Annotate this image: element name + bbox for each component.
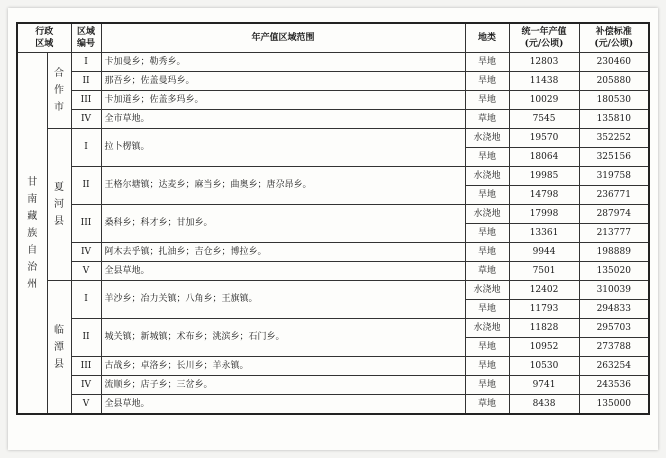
zone-range: 王格尔塘镇；达麦乡；麻当乡；曲奥乡；唐尕昂乡。	[101, 167, 465, 205]
table-row	[17, 129, 649, 148]
document-page	[8, 8, 658, 450]
annual-value: 10029	[509, 91, 579, 110]
zone-range: 全县草地。	[101, 395, 465, 415]
land-type: 旱地	[465, 224, 509, 243]
compensation-value: 319758	[579, 167, 649, 186]
table-body	[17, 53, 649, 415]
land-type: 旱地	[465, 148, 509, 167]
table-row	[17, 53, 649, 72]
land-type: 旱地	[465, 72, 509, 91]
compensation-value: 230460	[579, 53, 649, 72]
zone-number: III	[71, 357, 101, 376]
table-row	[17, 91, 649, 110]
land-type: 旱地	[465, 300, 509, 319]
zone-number: II	[71, 72, 101, 91]
county-name: 临潭县	[54, 324, 64, 370]
compensation-value: 310039	[579, 281, 649, 300]
annual-value: 7545	[509, 110, 579, 129]
annual-value: 12803	[509, 53, 579, 72]
compensation-value: 213777	[579, 224, 649, 243]
land-type: 旱地	[465, 243, 509, 262]
header-zone-no: 区域 编号	[71, 23, 101, 53]
table-row	[17, 357, 649, 376]
annual-value: 9944	[509, 243, 579, 262]
zone-number: I	[71, 281, 101, 319]
table-row	[17, 262, 649, 281]
compensation-table	[16, 22, 650, 415]
zone-range: 卡加曼乡；勒秀乡。	[101, 53, 465, 72]
zone-number: II	[71, 319, 101, 357]
header-range: 年产值区域范围	[101, 23, 465, 53]
zone-range: 全县草地。	[101, 262, 465, 281]
compensation-value: 236771	[579, 186, 649, 205]
header-compensation: 补偿标准 (元/公顷)	[579, 23, 649, 53]
land-type: 旱地	[465, 91, 509, 110]
annual-value: 11793	[509, 300, 579, 319]
compensation-value: 135020	[579, 262, 649, 281]
annual-value: 7501	[509, 262, 579, 281]
land-type: 旱地	[465, 376, 509, 395]
zone-range: 卡加道乡；佐盖多玛乡。	[101, 91, 465, 110]
zone-number: V	[71, 395, 101, 415]
land-type: 水浇地	[465, 167, 509, 186]
table-row	[17, 205, 649, 224]
compensation-value: 180530	[579, 91, 649, 110]
zone-number: IV	[71, 110, 101, 129]
land-type: 水浇地	[465, 205, 509, 224]
zone-number: II	[71, 167, 101, 205]
table-row	[17, 319, 649, 338]
compensation-value: 273788	[579, 338, 649, 357]
compensation-value: 287974	[579, 205, 649, 224]
header-admin-area: 行政 区域	[17, 23, 71, 53]
annual-value: 11828	[509, 319, 579, 338]
land-type: 旱地	[465, 186, 509, 205]
compensation-value: 295703	[579, 319, 649, 338]
compensation-value: 135810	[579, 110, 649, 129]
compensation-value: 198889	[579, 243, 649, 262]
header-land-type: 地类	[465, 23, 509, 53]
compensation-value: 243536	[579, 376, 649, 395]
land-type: 旱地	[465, 53, 509, 72]
annual-value: 9741	[509, 376, 579, 395]
compensation-value: 325156	[579, 148, 649, 167]
zone-range: 流顺乡；店子乡；三岔乡。	[101, 376, 465, 395]
compensation-value: 263254	[579, 357, 649, 376]
county-cell	[47, 129, 71, 281]
header-row	[17, 23, 649, 53]
zone-number: IV	[71, 243, 101, 262]
land-type: 水浇地	[465, 281, 509, 300]
zone-range: 古战乡；卓洛乡；长川乡；羊永镇。	[101, 357, 465, 376]
land-type: 水浇地	[465, 319, 509, 338]
table-row	[17, 281, 649, 300]
table-row	[17, 395, 649, 415]
compensation-value: 205880	[579, 72, 649, 91]
zone-range: 阿木去乎镇；扎油乡；吉仓乡；博拉乡。	[101, 243, 465, 262]
land-type: 旱地	[465, 357, 509, 376]
prefecture-name: 甘南藏族自治州	[27, 176, 38, 290]
county-cell	[47, 281, 71, 415]
zone-number: V	[71, 262, 101, 281]
zone-number: I	[71, 53, 101, 72]
table-row	[17, 167, 649, 186]
zone-range: 桑科乡；科才乡；甘加乡。	[101, 205, 465, 243]
annual-value: 10952	[509, 338, 579, 357]
compensation-value: 294833	[579, 300, 649, 319]
header-annual-value: 统一年产值 (元/公顷)	[509, 23, 579, 53]
table-row	[17, 243, 649, 262]
annual-value: 17998	[509, 205, 579, 224]
zone-number: III	[71, 91, 101, 110]
zone-range: 拉卜楞镇。	[101, 129, 465, 167]
county-name: 合作市	[54, 68, 64, 113]
land-type: 水浇地	[465, 129, 509, 148]
compensation-value: 135000	[579, 395, 649, 415]
annual-value: 8438	[509, 395, 579, 415]
table-row	[17, 72, 649, 91]
county-cell	[47, 53, 71, 129]
table-row	[17, 110, 649, 129]
annual-value: 12402	[509, 281, 579, 300]
zone-range: 那吾乡；佐盖曼玛乡。	[101, 72, 465, 91]
zone-range: 全市草地。	[101, 110, 465, 129]
annual-value: 18064	[509, 148, 579, 167]
land-type: 草地	[465, 110, 509, 129]
annual-value: 14798	[509, 186, 579, 205]
table-row	[17, 376, 649, 395]
annual-value: 13361	[509, 224, 579, 243]
zone-range: 羊沙乡；冶力关镇；八角乡；王旗镇。	[101, 281, 465, 319]
annual-value: 11438	[509, 72, 579, 91]
zone-range: 城关镇；新城镇；术布乡；洮滨乡；石门乡。	[101, 319, 465, 357]
compensation-value: 352252	[579, 129, 649, 148]
county-name: 夏河县	[54, 182, 64, 227]
land-type: 草地	[465, 262, 509, 281]
annual-value: 19985	[509, 167, 579, 186]
land-type: 旱地	[465, 338, 509, 357]
land-type: 草地	[465, 395, 509, 415]
annual-value: 19570	[509, 129, 579, 148]
zone-number: III	[71, 205, 101, 243]
zone-number: I	[71, 129, 101, 167]
annual-value: 10530	[509, 357, 579, 376]
prefecture-cell	[17, 53, 47, 415]
zone-number: IV	[71, 376, 101, 395]
